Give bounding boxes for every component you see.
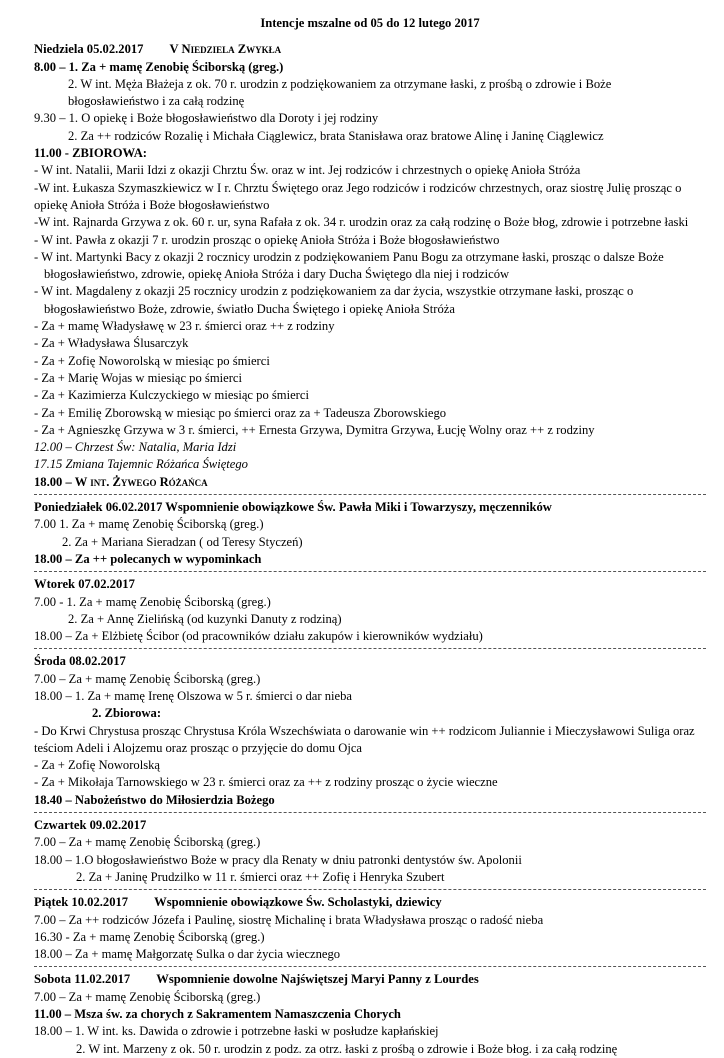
day-wednesday: [34, 653, 706, 809]
intention-line: 7.00 - 1. Za + mamę Zenobię Ściborską (greg.): [34, 594, 271, 609]
intention-line: 9.30 – 1. O opiekę i Boże błogosławieństwo dla Doroty i jej rodziny: [34, 111, 379, 126]
day-date: Niedziela 05.02.2017: [34, 42, 144, 57]
intention-line: 2. W int. Marzeny z ok. 50 r. urodzin z podz. za otrz. łaski z prośbą o zdrowie i Boże błog. i za całą rodzinę: [76, 1041, 618, 1056]
intention-line: -W int. Łukasza Szymaszkiewicz w I r. Chrztu Świętego oraz Jego rodziców i rodziców chrzestnych, oraz siostrę Julię prosząc o: [34, 180, 682, 195]
intention-line: 12.00 – Chrzest Św: Natalia, Maria Idzi: [34, 440, 237, 455]
section-divider: [34, 812, 706, 813]
intention-line: 7.00 1. Za + mamę Zenobię Ściborską (greg.): [34, 517, 264, 532]
section-divider: [34, 889, 706, 890]
section-divider: [34, 571, 706, 572]
day-header: Poniedziałek 06.02.2017 Wspomnienie obowiązkowe Św. Pawła Miki i Towarzyszy, męczenników: [34, 500, 552, 515]
intention-line: 7.00 – Za + mamę Zenobię Ściborską (greg.): [34, 671, 261, 686]
intention-line: - Za + Zofię Noworolską: [34, 758, 161, 773]
intention-line: -W int. Rajnarda Grzywa z ok. 60 r. ur, syna Rafała z ok. 34 r. urodzin oraz za całą rodzinę o Boże błog, zdrowie i potrzebne łaski: [34, 215, 689, 230]
intention-line: błogosławieństwo Boże, zdrowie, światło Ducha Świętego i opiekę Anioła Stróża: [44, 301, 455, 316]
intention-line: 2. Zbiorowa:: [92, 706, 162, 721]
day-monday: [34, 499, 706, 568]
intention-line: 11.00 - ZBIOROWA:: [34, 146, 148, 161]
document-title: Intencje mszalne od 05 do 12 lutego 2017: [260, 16, 480, 30]
intention-line: - W int. Pawła z okazji 7 r. urodzin prosząc o opiekę Anioła Stróża i Boże błogosławieństwo: [34, 232, 500, 247]
day-saturday: [34, 971, 706, 1057]
intention-line: - Za + Zofię Noworolską w miesiąc po śmierci: [34, 353, 270, 368]
feast-name: V Niedziela Zwykła: [169, 42, 282, 57]
intention-line: - W int. Magdaleny z okazji 25 rocznicy urodzin z podziękowaniem za dar życia, wszystkie otrzymane łaski, prosząc o: [34, 284, 634, 299]
day-header: [34, 41, 706, 58]
intention-text: int. Żywego Różańca: [90, 474, 208, 489]
intention-line: 8.00 – 1. Za + mamę Zenobię Ściborską (greg.): [34, 59, 284, 74]
intention-line: - Do Krwi Chrystusa prosząc Chrystusa Króla Wszechświata o darowanie win ++ rodzicom Juliannie i Mieczysławowi Suliga oraz: [34, 723, 695, 738]
day-sunday: [34, 41, 706, 491]
intention-line: 18.00 – 1. W int. ks. Dawida o zdrowie i potrzebne łaski w posłudze kapłańskiej: [34, 1024, 439, 1039]
intention-line: 18.00 – 1.O błogosławieństwo Boże w pracy dla Renaty w dniu patronki dentystów św. Apolonii: [34, 852, 522, 867]
intention-line: 18.40 – Nabożeństwo do Miłosierdzia Bożego: [34, 792, 275, 807]
intention-line: - W int. Natalii, Marii Idzi z okazji Chrztu Św. oraz w int. Jej rodziców i chrzestnych o opiekę Anioła Stróża: [34, 163, 581, 178]
section-divider: [34, 966, 706, 967]
intention-line: - Za + Agnieszkę Grzywa w 3 r. śmierci, ++ Ernesta Grzywa, Dymitra Grzywa, Łucję Wolny oraz ++ z rodziny: [34, 422, 595, 437]
intention-line: teściom Adeli i Alojzemu oraz prosząc o przyjęcie do domu Ojca: [34, 740, 363, 755]
intention-line: 18.00 – Za + mamę Małgorzatę Sulka o dar życia wiecznego: [34, 947, 341, 962]
intention-line: 2. Za + Annę Zielińską (od kuzynki Danuty z rodziną): [68, 611, 342, 626]
intention-line: 2. Za + Mariana Sieradzan ( od Teresy Styczeń): [62, 534, 303, 549]
feast-name: Wspomnienie dowolne Najświętszej Maryi Panny z Lourdes: [156, 972, 479, 987]
section-divider: [34, 494, 706, 495]
intention-line: [34, 474, 706, 491]
intention-line: 7.00 – Za ++ rodziców Józefa i Paulinę, siostrę Michalinę i brata Władysława prosząc o radość nieba: [34, 912, 544, 927]
document-page: [34, 15, 706, 1058]
intention-line: 7.00 – Za + mamę Zenobię Ściborską (greg.): [34, 835, 261, 850]
intention-line: 2. Za + Janinę Prudzilko w 11 r. śmierci oraz ++ Zofię i Henryka Szubert: [76, 869, 445, 884]
intention-line: opiekę Anioła Stróża i Boże błogosławieństwo: [34, 197, 270, 212]
day-date: Sobota 11.02.2017: [34, 972, 131, 987]
feast-name: Wspomnienie obowiązkowe Św. Scholastyki, dziewicy: [154, 895, 442, 910]
section-divider: [34, 648, 706, 649]
intention-line: 18.00 – 1. Za + mamę Irenę Olszowa w 5 r. śmierci o dar nieba: [34, 688, 352, 703]
intention-line: 17.15 Zmiana Tajemnic Różańca Świętego: [34, 457, 248, 472]
day-date: Piątek 10.02.2017: [34, 895, 129, 910]
day-header: Wtorek 07.02.2017: [34, 577, 135, 592]
intention-line: - Za + mamę Władysławę w 23 r. śmierci oraz ++ z rodziny: [34, 319, 335, 334]
intention-line: - Za + Władysława Ślusarczyk: [34, 336, 189, 351]
day-tuesday: [34, 576, 706, 645]
intention-line: błogosławieństwo i za całą rodzinę: [68, 94, 245, 109]
intention-line: - Za + Kazimierza Kulczyckiego w miesiąc po śmierci: [34, 388, 309, 403]
intention-line: - W int. Martynki Bacy z okazji 2 rocznicy urodzin z podziękowaniem Panu Bogu za otrzymane łaski, prosząc o dalsze Boże: [34, 249, 664, 264]
intention-line: 2. Za ++ rodziców Rozalię i Michała Ciąglewicz, brata Stanisława oraz bratowe Alinę i Janinę Ciąglewicz: [68, 128, 604, 143]
day-header: [34, 971, 706, 988]
intention-line: 18.00 – Za ++ polecanych w wypominkach: [34, 551, 262, 566]
intention-line: 18.00 – Za + Elżbietę Ścibor (od pracowników działu zakupów i kierowników wydziału): [34, 629, 483, 644]
time-label: 18.00 – W: [34, 474, 88, 489]
day-header: Czwartek 09.02.2017: [34, 818, 147, 833]
day-header: [34, 894, 706, 911]
intention-line: błogosławieństwo, zdrowie, opiekę Anioła Stróża i dary Ducha Świętego dla niej i rodziców: [44, 267, 510, 282]
intention-line: 7.00 – Za + mamę Zenobię Ściborską (greg.): [34, 989, 261, 1004]
intention-line: - Za + Mikołaja Tarnowskiego w 23 r. śmierci oraz za ++ z rodziny prosząc o życie wieczne: [34, 775, 498, 790]
intention-line: 11.00 – Msza św. za chorych z Sakramentem Namaszczenia Chorych: [34, 1007, 401, 1022]
intention-line: - Za + Marię Wojas w miesiąc po śmierci: [34, 370, 242, 385]
day-thursday: [34, 817, 706, 886]
day-header: Środa 08.02.2017: [34, 654, 126, 669]
intention-line: 2. W int. Męża Błażeja z ok. 70 r. urodzin z podziękowaniem za otrzymane łaski, z prośbą o zdrowie i Boże: [68, 76, 612, 91]
intention-line: 16.30 - Za + mamę Zenobię Ściborską (greg.): [34, 929, 265, 944]
intention-line: - Za + Emilię Zborowską w miesiąc po śmierci oraz za + Tadeusza Zborowskiego: [34, 405, 447, 420]
day-friday: [34, 894, 706, 963]
